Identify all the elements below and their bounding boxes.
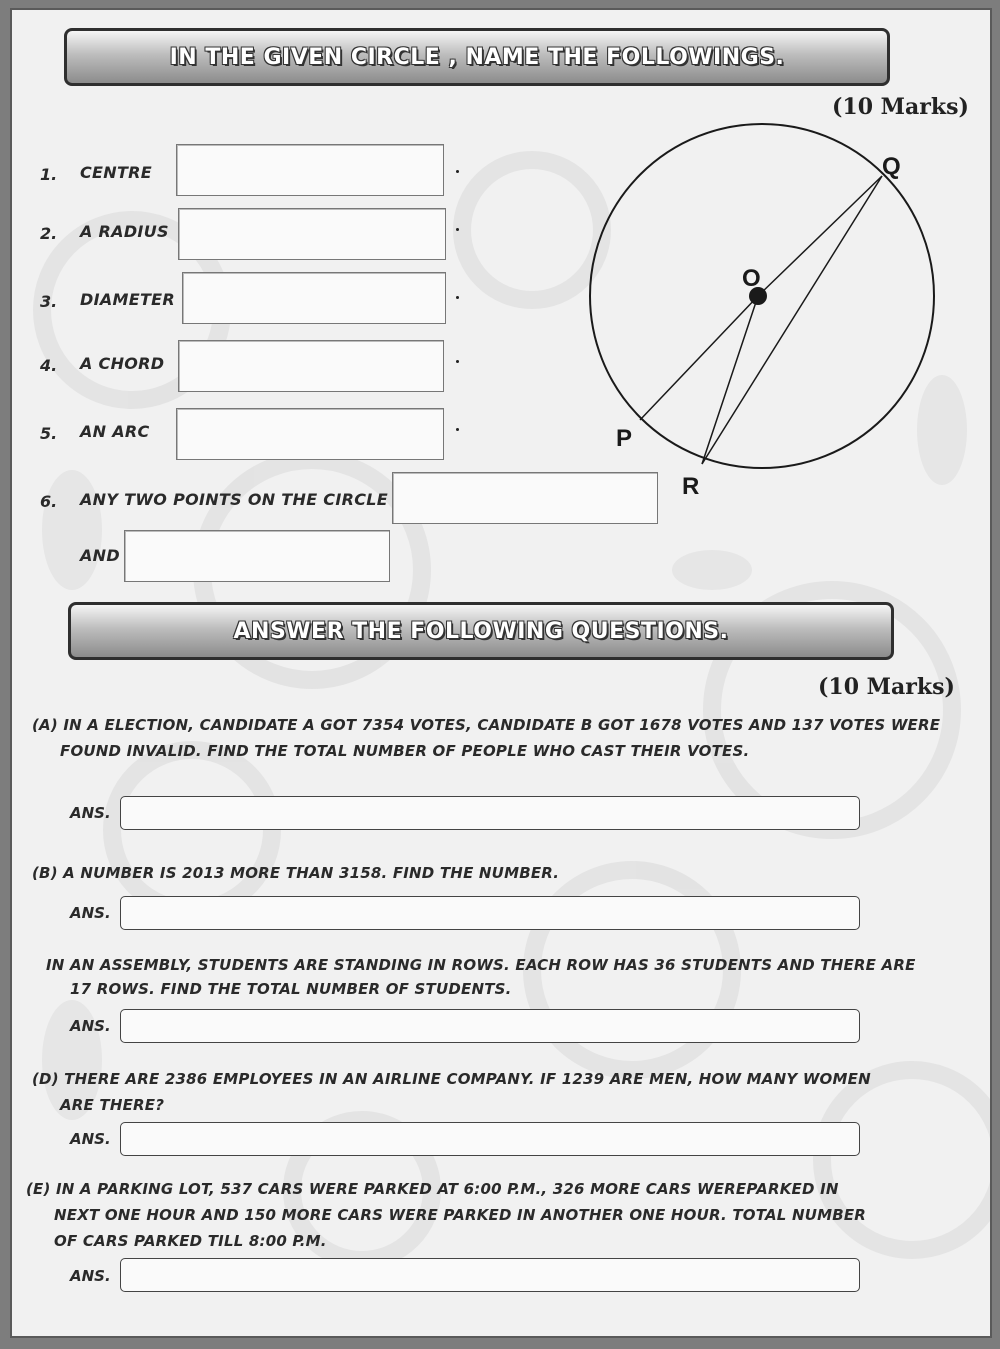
ans-label: ANS. — [70, 904, 111, 922]
point-label-o: O — [742, 265, 761, 292]
item-2-number: 2. — [40, 224, 58, 243]
dot — [456, 428, 459, 431]
section2-marks: (10 Marks) — [818, 674, 955, 700]
chord-line — [702, 176, 882, 464]
dot — [456, 296, 459, 299]
answer-box-chord[interactable] — [178, 340, 444, 392]
point-label-r: R — [682, 473, 700, 500]
section2-title: ANSWER THE FOLLOWING QUESTIONS. — [233, 618, 729, 644]
item-3-number: 3. — [40, 292, 58, 311]
point-label-p: P — [616, 425, 633, 452]
section1-title: IN THE GIVEN CIRCLE , NAME THE FOLLOWINGS. — [169, 44, 785, 70]
diameter-line — [758, 176, 882, 296]
and-label: AND — [80, 546, 120, 565]
item-2-label: A RADIUS — [80, 222, 169, 241]
question-e-line2: NEXT ONE HOUR AND 150 MORE CARS WERE PARKED IN ANOTHER ONE HOUR. TOTAL NUMBER — [54, 1206, 867, 1224]
answer-field-a[interactable] — [120, 796, 860, 830]
dot — [456, 360, 459, 363]
ans-label: ANS. — [70, 1267, 111, 1285]
answer-field-b[interactable] — [120, 896, 860, 930]
item-6-label: ANY TWO POINTS ON THE CIRCLE — [80, 490, 388, 509]
item-1-label: CENTRE — [80, 163, 153, 182]
item-4-label: A CHORD — [80, 354, 165, 373]
answer-box-radius[interactable] — [178, 208, 446, 260]
question-c-line1: IN AN ASSEMBLY, STUDENTS ARE STANDING IN ROWS. EACH ROW HAS 36 STUDENTS AND THERE ARE — [46, 956, 916, 974]
answer-box-centre[interactable] — [176, 144, 444, 196]
ans-label: ANS. — [70, 804, 111, 822]
question-d-line2: ARE THERE? — [60, 1096, 165, 1114]
circle-diagram — [572, 110, 992, 510]
answer-field-c[interactable] — [120, 1009, 860, 1043]
question-e-line1: (E) IN A PARKING LOT, 537 CARS WERE PARKED AT 6:00 P.M., 326 MORE CARS WEREPARKED IN — [26, 1180, 839, 1198]
ans-label: ANS. — [70, 1130, 111, 1148]
answer-box-diameter[interactable] — [182, 272, 446, 324]
radius-line — [702, 296, 758, 464]
worksheet — [10, 8, 992, 1338]
dot — [456, 228, 459, 231]
section2-banner — [68, 602, 894, 660]
question-b-line1: (B) A NUMBER IS 2013 MORE THAN 3158. FIND THE NUMBER. — [32, 864, 560, 882]
answer-box-arc[interactable] — [176, 408, 444, 460]
item-5-label: AN ARC — [80, 422, 150, 441]
question-a-line2: FOUND INVALID. FIND THE TOTAL NUMBER OF PEOPLE WHO CAST THEIR VOTES. — [60, 742, 750, 760]
answer-field-e[interactable] — [120, 1258, 860, 1292]
item-5-number: 5. — [40, 424, 58, 443]
answer-field-d[interactable] — [120, 1122, 860, 1156]
item-1-number: 1. — [40, 165, 58, 184]
item-3-label: DIAMETER — [80, 290, 176, 309]
section1-banner — [64, 28, 890, 86]
item-4-number: 4. — [40, 356, 58, 375]
section1-marks: (10 Marks) — [832, 94, 969, 120]
question-d-line1: (D) THERE ARE 2386 EMPLOYEES IN AN AIRLINE COMPANY. IF 1239 ARE MEN, HOW MANY WOMEN — [32, 1070, 871, 1088]
answer-box-point-2[interactable] — [124, 530, 390, 582]
point-label-q: Q — [882, 153, 901, 180]
question-c-line2: 17 ROWS. FIND THE TOTAL NUMBER OF STUDENTS. — [70, 980, 512, 998]
question-a-line1: (A) IN A ELECTION, CANDIDATE A GOT 7354 VOTES, CANDIDATE B GOT 1678 VOTES AND 137 VOTES WERE — [32, 716, 941, 734]
question-e-line3: OF CARS PARKED TILL 8:00 P.M. — [54, 1232, 327, 1250]
dot — [456, 170, 459, 173]
ans-label: ANS. — [70, 1017, 111, 1035]
item-6-number: 6. — [40, 492, 58, 511]
